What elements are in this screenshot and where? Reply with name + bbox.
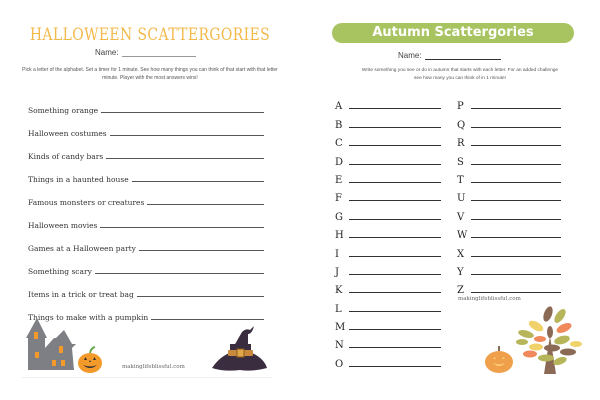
letter-label: L [335, 303, 342, 315]
category-row[interactable] [28, 138, 264, 161]
haunted-house-icon [26, 318, 80, 372]
letter-row[interactable] [457, 149, 561, 167]
halloween-name-field[interactable] [95, 48, 196, 57]
letter-row[interactable] [457, 260, 561, 278]
answer-line[interactable] [137, 296, 264, 297]
name-label: Name: [398, 51, 422, 60]
letter-label: M [335, 322, 346, 334]
answer-line[interactable] [95, 273, 264, 274]
answer-line[interactable] [110, 135, 264, 136]
answer-line[interactable] [349, 127, 441, 128]
answer-line[interactable] [349, 200, 441, 201]
halloween-instructions: Pick a letter of the alphabet. Set a timer for 1 minute. See how many things you can think of that start with that letter minute. Player with the most answers wins! [22, 67, 278, 81]
category-label: Halloween movies [28, 221, 98, 230]
letter-label: G [335, 211, 343, 223]
answer-line[interactable] [471, 182, 561, 183]
letter-row[interactable] [457, 131, 561, 149]
letter-row[interactable] [335, 149, 441, 167]
answer-line[interactable] [349, 366, 441, 367]
answer-line[interactable] [471, 164, 561, 165]
category-label: Things in a haunted house [28, 175, 129, 184]
answer-line[interactable] [471, 256, 561, 257]
letter-label: B [335, 119, 343, 131]
category-label: Kinds of candy bars [28, 152, 104, 161]
letter-label: J [335, 266, 340, 278]
category-row[interactable] [28, 276, 264, 299]
answer-line[interactable] [349, 274, 441, 275]
letter-row[interactable] [335, 260, 441, 278]
answer-line[interactable] [139, 250, 264, 251]
letter-row[interactable] [457, 223, 561, 241]
letter-label: U [457, 193, 466, 205]
letter-row[interactable] [335, 168, 441, 186]
letter-row[interactable] [335, 223, 441, 241]
autumn-tree-icon [516, 306, 582, 374]
autumn-scattergories-sheet [300, 0, 600, 400]
letter-label: X [457, 248, 465, 260]
answer-line[interactable] [349, 108, 441, 109]
answer-line[interactable] [471, 219, 561, 220]
answer-line[interactable] [471, 292, 561, 293]
answer-line[interactable] [349, 164, 441, 165]
category-label: Famous monsters or creatures [28, 198, 145, 207]
category-label: Halloween costumes [28, 129, 107, 138]
pumpkin-icon [484, 346, 514, 374]
letter-label: W [457, 230, 468, 242]
letter-row[interactable] [457, 112, 561, 130]
answer-line[interactable] [106, 158, 264, 159]
letter-label: F [335, 193, 342, 205]
letter-label: A [335, 101, 343, 113]
answer-line[interactable] [349, 311, 441, 312]
letter-row[interactable] [335, 204, 441, 222]
answer-line[interactable] [471, 237, 561, 238]
letter-label: R [457, 138, 465, 150]
name-line[interactable] [122, 49, 196, 57]
letter-row[interactable] [335, 351, 441, 369]
autumn-title: Autumn Scattergories [332, 23, 574, 43]
letter-label: S [457, 156, 464, 168]
letter-row[interactable] [335, 112, 441, 130]
answer-line[interactable] [100, 227, 264, 228]
category-row[interactable] [28, 207, 264, 230]
footer-divider [22, 377, 272, 378]
letter-label: O [335, 358, 344, 370]
answer-line[interactable] [349, 256, 441, 257]
answer-line[interactable] [147, 204, 264, 205]
letter-label: T [457, 174, 464, 186]
witch-hat-icon [212, 326, 268, 372]
autumn-instructions: Write something you see or do in autumn that starts with each letter. For an added challenge see how many you can think of in 1 minute! [361, 68, 559, 81]
answer-line[interactable] [471, 108, 561, 109]
answer-line[interactable] [101, 112, 264, 113]
letter-label: I [335, 248, 339, 260]
halloween-title: HALLOWEEN SCATTERGORIES [29, 25, 271, 45]
letter-label: K [335, 285, 343, 297]
letter-label: H [335, 230, 344, 242]
answer-line[interactable] [349, 329, 441, 330]
category-label: Games at a Halloween party [28, 244, 136, 253]
answer-line[interactable] [349, 182, 441, 183]
letter-label: V [457, 211, 465, 223]
category-label: Things to make with a pumpkin [28, 313, 149, 322]
category-row[interactable] [28, 92, 264, 115]
letter-row[interactable] [457, 186, 561, 204]
answer-line[interactable] [349, 347, 441, 348]
answer-line[interactable] [471, 127, 561, 128]
answer-line[interactable] [471, 145, 561, 146]
letter-row[interactable] [335, 333, 441, 351]
halloween-category-list [28, 92, 264, 322]
letter-label: N [335, 340, 344, 352]
letter-row[interactable] [335, 315, 441, 333]
letter-label: D [335, 156, 344, 168]
letter-row[interactable] [457, 278, 561, 296]
answer-line[interactable] [151, 319, 264, 320]
letter-column-left [335, 94, 441, 370]
letter-label: Z [457, 285, 464, 297]
website-credit: makinglifeblissful.com [122, 364, 185, 370]
answer-line[interactable] [349, 292, 441, 293]
letter-label: C [335, 138, 343, 150]
letter-row[interactable] [335, 241, 441, 259]
name-label: Name: [95, 48, 119, 57]
letter-row[interactable] [335, 186, 441, 204]
letter-label: E [335, 174, 343, 186]
answer-line[interactable] [349, 145, 441, 146]
answer-line[interactable] [471, 274, 561, 275]
category-row[interactable] [28, 253, 264, 276]
answer-line[interactable] [132, 181, 264, 182]
letter-row[interactable] [457, 94, 561, 112]
website-credit: makinglifeblissful.com [458, 296, 521, 302]
category-label: Something scary [28, 267, 92, 276]
letter-label: P [457, 101, 464, 113]
category-label: Something orange [28, 106, 99, 115]
letter-row[interactable] [457, 204, 561, 222]
letter-label: Y [457, 266, 464, 278]
letter-row[interactable] [335, 131, 441, 149]
letter-row[interactable] [457, 241, 561, 259]
letter-row[interactable] [335, 278, 441, 296]
answer-line[interactable] [349, 219, 441, 220]
category-label: Items in a trick or treat bag [28, 290, 134, 299]
category-row[interactable] [28, 184, 264, 207]
letter-label: Q [457, 119, 466, 131]
letter-row[interactable] [335, 94, 441, 112]
name-line[interactable] [425, 52, 501, 60]
letter-column-right [457, 94, 561, 296]
category-row[interactable] [28, 115, 264, 138]
category-row[interactable] [28, 230, 264, 253]
autumn-name-field[interactable] [398, 51, 501, 60]
letter-row[interactable] [335, 296, 441, 314]
answer-line[interactable] [471, 200, 561, 201]
category-row[interactable] [28, 161, 264, 184]
letter-row[interactable] [457, 168, 561, 186]
answer-line[interactable] [349, 237, 441, 238]
jack-o-lantern-icon [77, 346, 103, 374]
